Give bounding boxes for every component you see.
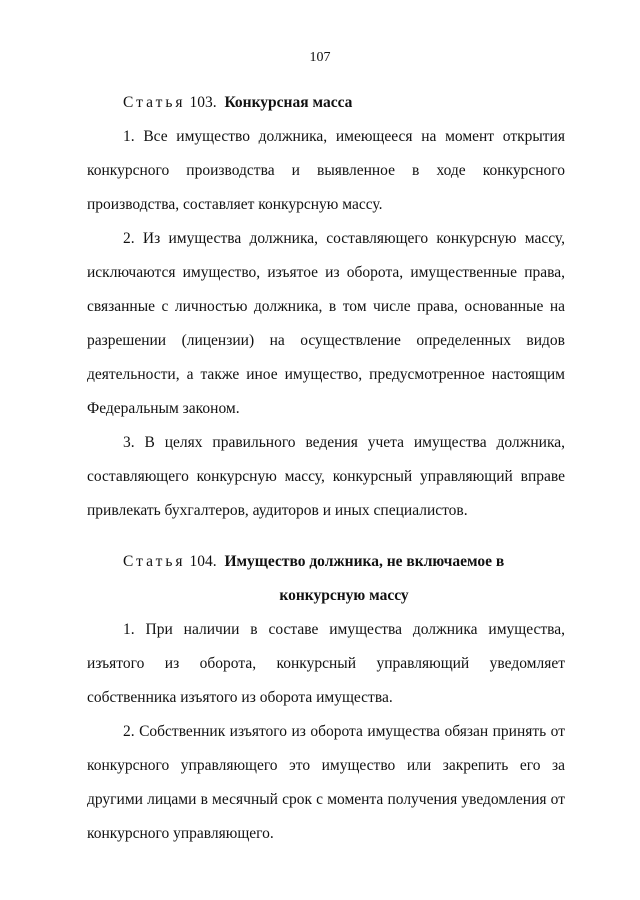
page-number: 107	[309, 50, 331, 65]
article-keyword: Статья	[123, 553, 186, 570]
article-title: Конкурсная масса	[224, 94, 353, 111]
document-body	[87, 86, 565, 851]
article-103-paragraph-3: 3. В целях правильного ведения учета имущества должника, составляющего конкурсную массу, конкурсный управляющий вправе привлекать бухгалтеров, аудиторов и иных специалистов.	[87, 434, 565, 519]
article-title-line-1: Имущество должника, не включаемое в	[224, 553, 505, 570]
article-104-heading	[123, 545, 565, 613]
article-104-paragraph-2: 2. Собственник изъятого из оборота имущества обязан принять от конкурсного управляющего это имущество или закрепить его за другими лицами в месячный срок с момента получения уведомления от конкурсного управляющего.	[87, 723, 565, 842]
article-103-paragraph-2: 2. Из имущества должника, составляющего конкурсную массу, исключаются имущество, изъятое из оборота, имущественные права, связанные с личностью должника, в том числе права, основанные на разрешении (лицензии) на осуществление определенных видов деятельности, а также иное имущество, предусмотренное настоящим Федеральным законом.	[87, 230, 565, 417]
article-103-heading	[123, 86, 565, 120]
article-number: 103.	[189, 94, 217, 111]
article-number: 104.	[189, 553, 217, 570]
article-keyword: Статья	[123, 94, 186, 111]
article-title-line-2: конкурсную массу	[279, 587, 409, 604]
article-104-paragraph-1: 1. При наличии в составе имущества должника имущества, изъятого из оборота, конкурсный управляющий уведомляет собственника изъятого из оборота имущества.	[87, 621, 565, 706]
article-103-paragraph-1: 1. Все имущество должника, имеющееся на момент открытия конкурсного производства и выявленное в ходе конкурсного производства, составляет конкурсную массу.	[87, 128, 565, 213]
